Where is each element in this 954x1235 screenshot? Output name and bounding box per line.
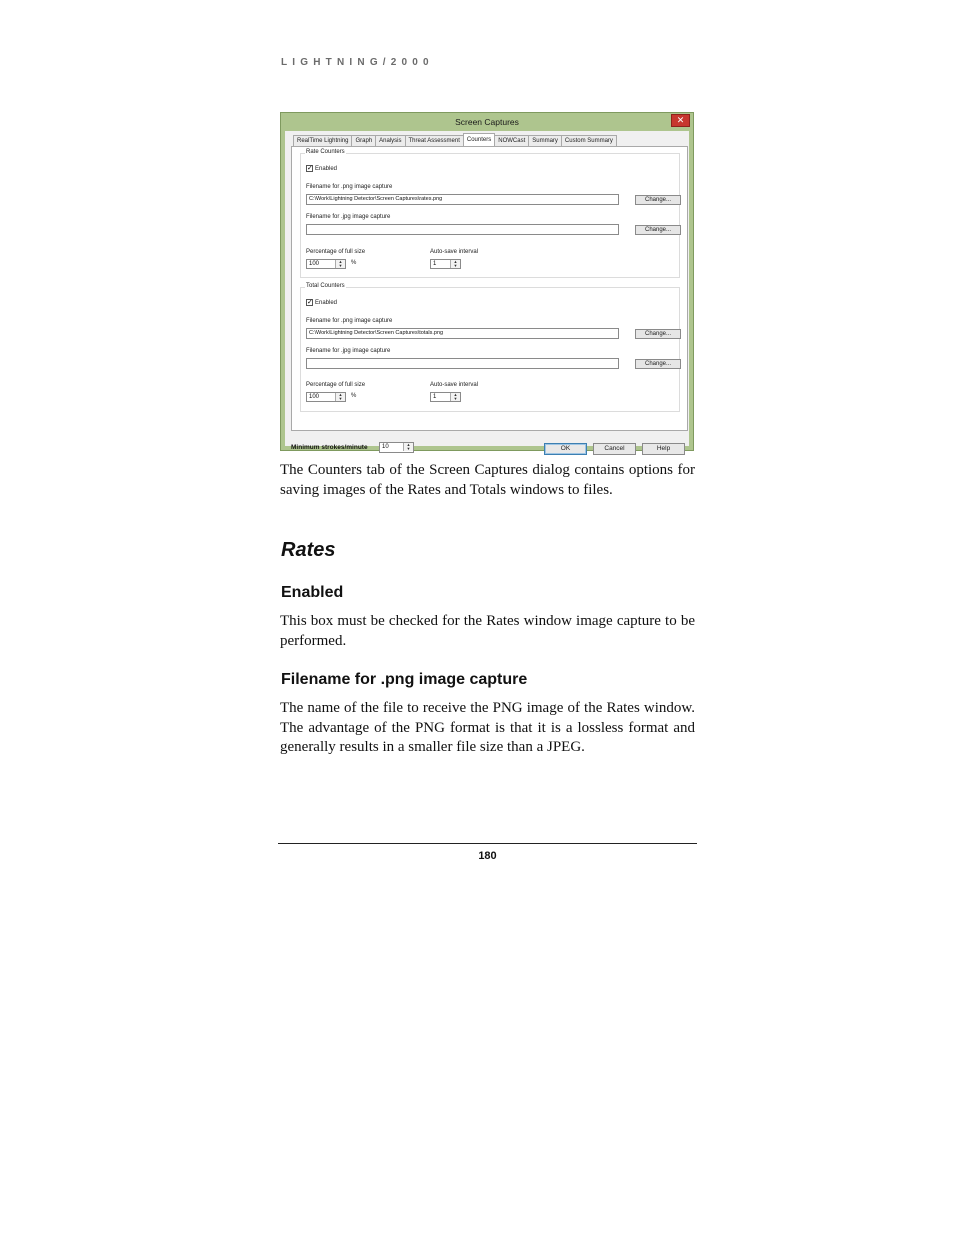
tab-nowcast[interactable]: NOWCast [494, 135, 529, 146]
rate-jpg-label: Filename for .jpg image capture [306, 214, 391, 220]
rate-enabled-checkbox[interactable]: ✓ [307, 165, 313, 172]
rate-interval-value: 1 [433, 261, 437, 267]
tab-summary[interactable]: Summary [528, 135, 562, 146]
total-jpg-label: Filename for .jpg image capture [306, 348, 391, 354]
total-jpg-filename-input[interactable] [306, 358, 619, 369]
spinner-arrows-icon[interactable]: ▲ ▼ [450, 260, 460, 268]
total-enabled-checkbox[interactable]: ✓ [307, 299, 313, 306]
total-pct-label: Percentage of full size [306, 382, 366, 388]
rate-jpg-change-button[interactable]: Change... [635, 225, 681, 235]
rate-counters-group [300, 149, 680, 278]
total-counters-legend: Total Counters [306, 283, 345, 289]
spinner-arrows-icon[interactable]: ▲ ▼ [403, 443, 413, 451]
total-pct-value: 100 [309, 394, 320, 400]
tab-threat-assessment[interactable]: Threat Assessment [405, 135, 464, 146]
total-interval-label: Auto-save interval [430, 382, 479, 388]
rate-png-label: Filename for .png image capture [306, 184, 393, 190]
dialog-titlebar [281, 113, 693, 131]
total-interval-value: 1 [433, 394, 437, 400]
total-jpg-change-button[interactable]: Change... [635, 359, 681, 369]
counters-tab-panel [291, 146, 688, 431]
rate-enabled-row[interactable] [306, 165, 337, 172]
spinner-arrows-icon[interactable]: ▲ ▼ [335, 260, 345, 268]
rate-pct-label: Percentage of full size [306, 249, 366, 255]
total-counters-group [300, 283, 680, 412]
section-title: Rates [281, 539, 336, 561]
tab-analysis[interactable]: Analysis [375, 135, 405, 146]
png-heading: Filename for .png image capture [281, 671, 528, 688]
rate-enabled-label: Enabled [315, 165, 338, 172]
dialog-client-area [285, 131, 689, 452]
min-strokes-value: 10 [382, 444, 389, 450]
rate-interval-label: Auto-save interval [430, 249, 479, 255]
tab-strip [293, 134, 616, 146]
rate-pct-value: 100 [309, 261, 320, 267]
tab-custom-summary[interactable]: Custom Summary [561, 135, 617, 146]
total-enabled-label: Enabled [315, 299, 338, 306]
tab-counters[interactable]: Counters [463, 133, 495, 146]
tab-graph[interactable]: Graph [351, 135, 376, 146]
close-icon[interactable]: ✕ [671, 114, 690, 127]
total-png-label: Filename for .png image capture [306, 318, 393, 324]
cancel-button[interactable]: Cancel [593, 443, 636, 455]
rate-counters-legend: Rate Counters [306, 149, 345, 155]
running-header: LIGHTNING/2000 [281, 57, 434, 68]
rate-png-change-button[interactable]: Change... [635, 195, 681, 205]
total-interval-spinner[interactable] [430, 392, 461, 402]
rate-interval-spinner[interactable] [430, 259, 461, 269]
total-enabled-row[interactable] [306, 299, 337, 306]
enabled-paragraph: This box must be checked for the Rates window image capture to be performed. [280, 613, 695, 649]
spinner-arrows-icon[interactable]: ▲ ▼ [335, 393, 345, 401]
tab-realtime-lightning[interactable]: RealTime Lightning [293, 135, 352, 146]
dialog-title: Screen Captures [455, 117, 519, 127]
total-png-change-button[interactable]: Change... [635, 329, 681, 339]
enabled-heading: Enabled [281, 584, 344, 601]
total-pct-spinner[interactable] [306, 392, 346, 402]
intro-paragraph: The Counters tab of the Screen Captures dialog contains options for saving images of the Rates and Totals windows to files. [280, 462, 695, 498]
png-paragraph: The name of the file to receive the PNG image of the Rates window. The advantage of the PNG format is that it is a lossless format and generally results in a smaller file size than a JPEG. [280, 700, 695, 755]
page-number: 180 [478, 850, 497, 862]
rate-pct-unit: % [351, 260, 357, 266]
rate-jpg-filename-input[interactable] [306, 224, 619, 235]
screen-captures-dialog [280, 112, 694, 451]
total-pct-unit: % [351, 393, 357, 399]
footer-rule [278, 843, 697, 844]
rate-pct-spinner[interactable] [306, 259, 346, 269]
total-png-filename-input[interactable]: C:\Work\Lightning Detector\Screen Captures\totals.png [306, 328, 619, 339]
rate-png-filename-input[interactable]: C:\Work\Lightning Detector\Screen Captures\rates.png [306, 194, 619, 205]
spinner-arrows-icon[interactable]: ▲ ▼ [450, 393, 460, 401]
help-button[interactable]: Help [642, 443, 685, 455]
min-strokes-label: Minimum strokes/minute [291, 444, 368, 451]
ok-button[interactable]: OK [544, 443, 587, 455]
min-strokes-spinner[interactable] [379, 442, 414, 453]
